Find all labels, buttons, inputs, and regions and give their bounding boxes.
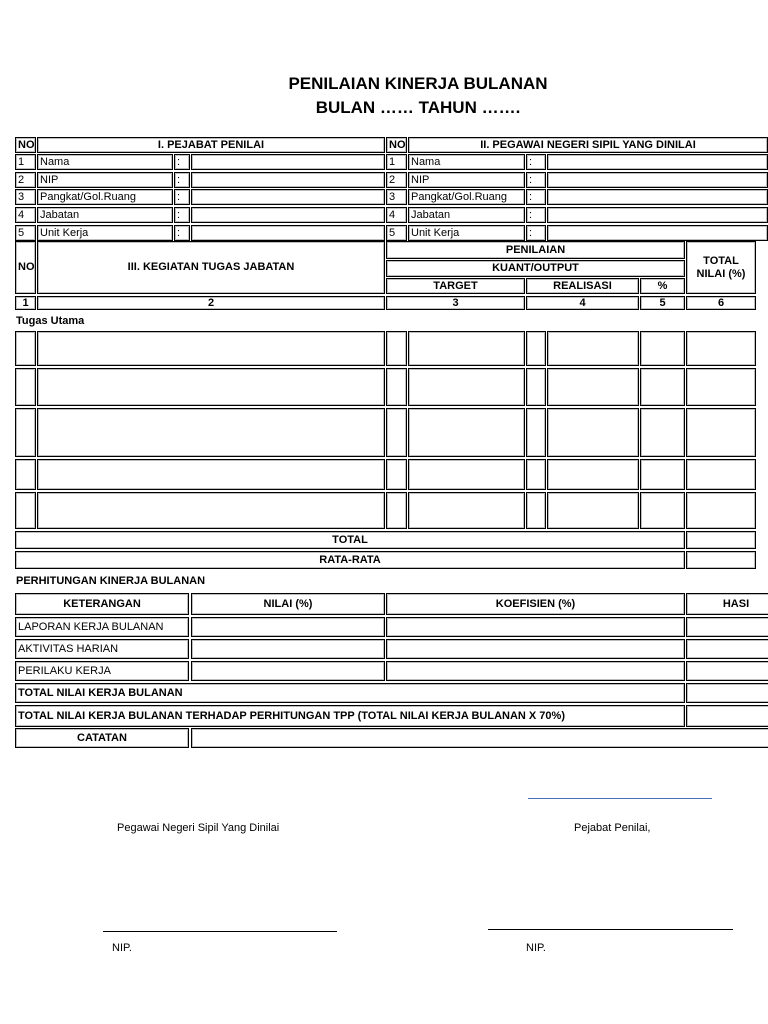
task-no-cell[interactable] <box>15 408 36 457</box>
field-value-left[interactable] <box>191 207 385 223</box>
col-number-5: 5 <box>640 296 685 310</box>
perhitungan-row-label: LAPORAN KERJA BULANAN <box>15 617 189 637</box>
field-label-right: NIP <box>408 172 525 188</box>
total-tpp-value[interactable] <box>686 705 768 727</box>
task-no-cell[interactable] <box>15 492 36 529</box>
tugas-utama-label: Tugas Utama <box>16 315 85 327</box>
total-label: TOTAL <box>15 531 685 549</box>
penilaian-header: PENILAIAN <box>386 241 685 259</box>
pegawai-signature-line <box>103 931 337 932</box>
task-target-cell[interactable] <box>408 459 525 490</box>
pegawai-nip: NIP. <box>112 942 132 954</box>
total-value[interactable] <box>686 531 756 549</box>
task-target-cell[interactable] <box>408 331 525 366</box>
realisasi-header: REALISASI <box>526 278 639 294</box>
task-total-cell[interactable] <box>686 368 756 406</box>
percent-header: % <box>640 278 685 294</box>
field-colon-left: : <box>174 225 190 241</box>
task-realisasi-cell[interactable] <box>547 408 639 457</box>
field-value-right[interactable] <box>547 154 768 170</box>
task-no-cell[interactable] <box>15 368 36 406</box>
task-target-cell[interactable] <box>408 492 525 529</box>
perhitungan-koefisien-cell[interactable] <box>386 617 685 637</box>
pegawai-dinilai-header: II. PEGAWAI NEGERI SIPIL YANG DINILAI <box>408 137 768 153</box>
field-label-left: Unit Kerja <box>37 225 173 241</box>
nilai-header: NILAI (%) <box>191 593 385 615</box>
field-no-left: 4 <box>15 207 36 223</box>
task-realisasi-cell[interactable] <box>547 368 639 406</box>
col-number-1: 1 <box>15 296 36 310</box>
field-colon-left: : <box>174 207 190 223</box>
rata-rata-value[interactable] <box>686 551 756 569</box>
task-sub-cell[interactable] <box>526 459 546 490</box>
kegiatan-no-header: NO <box>15 241 36 294</box>
field-colon-left: : <box>174 189 190 205</box>
keterangan-header: KETERANGAN <box>15 593 189 615</box>
field-value-left[interactable] <box>191 154 385 170</box>
perhitungan-row-label: PERILAKU KERJA <box>15 661 189 681</box>
pegawai-signature-label: Pegawai Negeri Sipil Yang Dinilai <box>117 822 280 834</box>
task-percent-cell[interactable] <box>640 331 685 366</box>
rata-rata-label: RATA-RATA <box>15 551 685 569</box>
field-colon-right: : <box>526 189 546 205</box>
task-sub-cell[interactable] <box>526 368 546 406</box>
form-period: BULAN …… TAHUN ……. <box>315 98 521 117</box>
task-sub-cell[interactable] <box>386 459 407 490</box>
field-value-right[interactable] <box>547 207 768 223</box>
perhitungan-hasil-cell[interactable] <box>686 661 768 681</box>
task-sub-cell[interactable] <box>526 408 546 457</box>
field-no-left: 3 <box>15 189 36 205</box>
perhitungan-hasil-cell[interactable] <box>686 639 768 659</box>
task-sub-cell[interactable] <box>386 492 407 529</box>
field-value-left[interactable] <box>191 189 385 205</box>
perhitungan-hasil-cell[interactable] <box>686 617 768 637</box>
field-label-right: Unit Kerja <box>408 225 525 241</box>
catatan-field[interactable] <box>191 728 768 748</box>
field-value-left[interactable] <box>191 172 385 188</box>
field-colon-right: : <box>526 207 546 223</box>
task-no-cell[interactable] <box>15 459 36 490</box>
field-no-right: 3 <box>386 189 407 205</box>
task-total-cell[interactable] <box>686 459 756 490</box>
task-realisasi-cell[interactable] <box>547 331 639 366</box>
form-title: PENILAIAN KINERJA BULANAN <box>288 74 548 93</box>
perhitungan-title: PERHITUNGAN KINERJA BULANAN <box>16 575 206 587</box>
pejabat-signature-line <box>488 929 733 930</box>
pejabat-nip: NIP. <box>526 942 546 954</box>
col-number-2: 2 <box>37 296 385 310</box>
field-label-left: NIP <box>37 172 173 188</box>
total-tpp-label: TOTAL NILAI KERJA BULANAN TERHADAP PERHITUNGAN TPP (TOTAL NILAI KERJA BULANAN X 70%) <box>15 705 685 727</box>
task-sub-cell[interactable] <box>386 331 407 366</box>
field-label-right: Nama <box>408 154 525 170</box>
task-percent-cell[interactable] <box>640 492 685 529</box>
field-label-left: Pangkat/Gol.Ruang <box>37 189 173 205</box>
field-label-left: Nama <box>37 154 173 170</box>
task-activity-cell[interactable] <box>37 492 385 529</box>
total-nilai-kerja-value[interactable] <box>686 683 768 703</box>
kegiatan-title: III. KEGIATAN TUGAS JABATAN <box>37 241 385 294</box>
koefisien-header: KOEFISIEN (%) <box>386 593 685 615</box>
field-value-right[interactable] <box>547 225 768 241</box>
task-percent-cell[interactable] <box>640 459 685 490</box>
task-activity-cell[interactable] <box>37 459 385 490</box>
field-value-left[interactable] <box>191 225 385 241</box>
target-header: TARGET <box>386 278 525 294</box>
field-colon-left: : <box>174 172 190 188</box>
field-no-left: 1 <box>15 154 36 170</box>
task-total-cell[interactable] <box>686 331 756 366</box>
catatan-label: CATATAN <box>15 728 189 748</box>
task-sub-cell[interactable] <box>386 368 407 406</box>
field-no-right: 5 <box>386 225 407 241</box>
perhitungan-nilai-cell[interactable] <box>191 639 385 659</box>
task-activity-cell[interactable] <box>37 368 385 406</box>
col-number-3: 3 <box>386 296 525 310</box>
pejabat-penilai-header: I. PEJABAT PENILAI <box>37 137 385 153</box>
field-label-left: Jabatan <box>37 207 173 223</box>
no-header-left: NO <box>15 137 36 153</box>
task-activity-cell[interactable] <box>37 408 385 457</box>
task-realisasi-cell[interactable] <box>547 459 639 490</box>
task-target-cell[interactable] <box>408 368 525 406</box>
kuant-output-header: KUANT/OUTPUT <box>386 260 685 277</box>
perhitungan-nilai-cell[interactable] <box>191 617 385 637</box>
total-nilai-kerja-label: TOTAL NILAI KERJA BULANAN <box>15 683 685 703</box>
col-number-6: 6 <box>686 296 756 310</box>
field-value-right[interactable] <box>547 189 768 205</box>
total-nilai-header: TOTAL NILAI (%) <box>686 241 756 294</box>
field-colon-right: : <box>526 225 546 241</box>
field-colon-right: : <box>526 172 546 188</box>
task-realisasi-cell[interactable] <box>547 492 639 529</box>
field-colon-left: : <box>174 154 190 170</box>
task-total-cell[interactable] <box>686 408 756 457</box>
no-header-right: NO <box>386 137 407 153</box>
perhitungan-row-label: AKTIVITAS HARIAN <box>15 639 189 659</box>
date-line <box>528 798 712 799</box>
task-sub-cell[interactable] <box>526 492 546 529</box>
task-total-cell[interactable] <box>686 492 756 529</box>
col-number-4: 4 <box>526 296 639 310</box>
perhitungan-koefisien-cell[interactable] <box>386 639 685 659</box>
task-percent-cell[interactable] <box>640 408 685 457</box>
task-sub-cell[interactable] <box>386 408 407 457</box>
task-percent-cell[interactable] <box>640 368 685 406</box>
field-label-right: Jabatan <box>408 207 525 223</box>
perhitungan-koefisien-cell[interactable] <box>386 661 685 681</box>
hasil-header: HASI <box>686 593 768 615</box>
field-colon-right: : <box>526 154 546 170</box>
field-no-right: 2 <box>386 172 407 188</box>
task-sub-cell[interactable] <box>526 331 546 366</box>
field-label-right: Pangkat/Gol.Ruang <box>408 189 525 205</box>
pejabat-signature-label: Pejabat Penilai, <box>574 822 651 834</box>
field-no-left: 5 <box>15 225 36 241</box>
field-no-right: 1 <box>386 154 407 170</box>
field-value-right[interactable] <box>547 172 768 188</box>
task-no-cell[interactable] <box>15 331 36 366</box>
task-target-cell[interactable] <box>408 408 525 457</box>
task-activity-cell[interactable] <box>37 331 385 366</box>
field-no-left: 2 <box>15 172 36 188</box>
field-no-right: 4 <box>386 207 407 223</box>
perhitungan-nilai-cell[interactable] <box>191 661 385 681</box>
